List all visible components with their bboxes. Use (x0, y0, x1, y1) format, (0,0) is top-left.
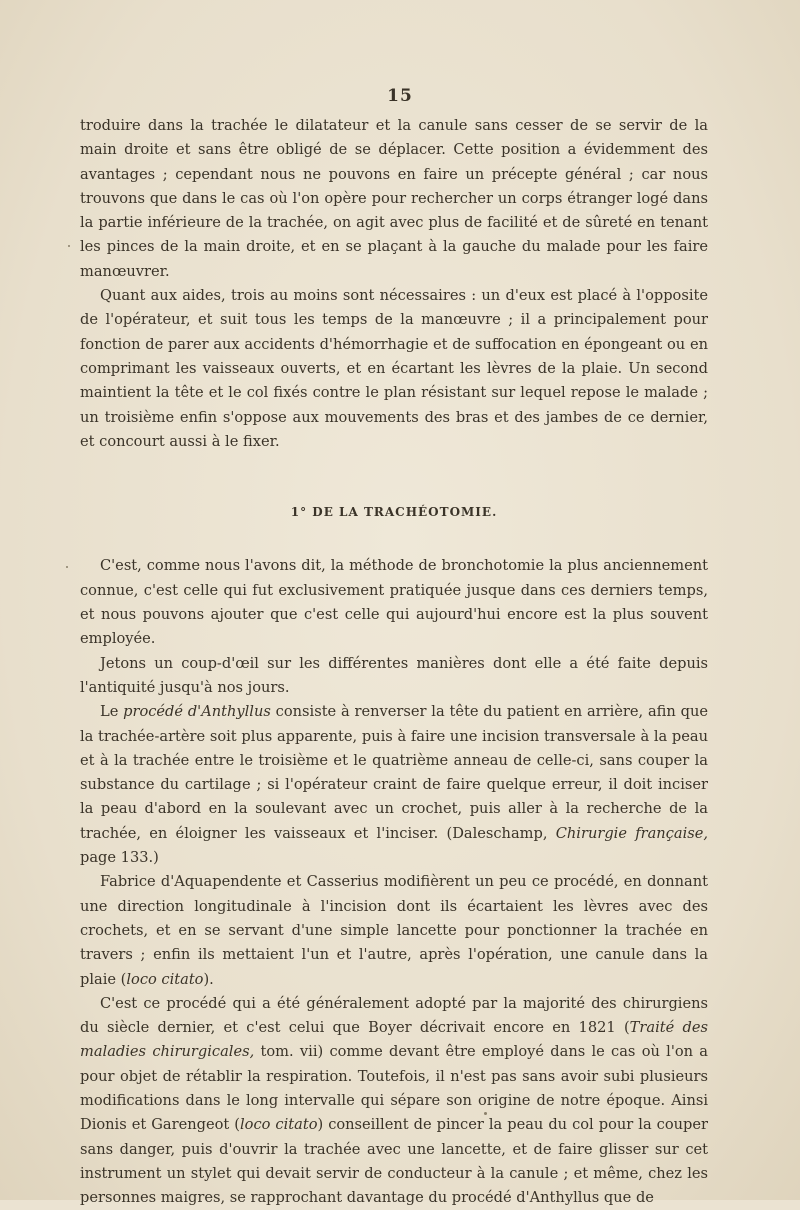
paper-speck (68, 245, 70, 247)
italic-term: procédé d'Anthyllus (123, 703, 271, 721)
page-number: 15 (387, 86, 413, 106)
paragraph: Quant aux aides, trois au moins sont nécessaires : un d'eux est placé à l'opposite de l'opérateur, et suit tous les temps de la manœuvre ; il a principalement pour fonction de parer aux accidents d'hémorrhagie et de suffocation en épongeant ou en comprimant les vaisseaux ouverts, et en écartant les lèvres de la plaie. Un second maintient la tête et le col fixés contre le plan résistant sur lequel repose le malade ; un troisième enfin s'oppose aux mouvements des bras et des jambes de ce dernier, et concourt aussi à le fixer. (80, 287, 708, 450)
paragraph: Fabrice d'Aquapendente et Casserius modifièrent un peu ce procédé, en donnant une direction longitudinale à l'incision dont ils écartaient les lèvres avec des crochets, et en se servant d'une simple lancette pour ponctionner la trachée en travers ; enfin ils mettaient l'un et l'autre, après l'opération, une canule dans la plaie (loco citato). (80, 873, 708, 988)
section-title: DE LA TRACHÉOTOMIE. (312, 505, 498, 520)
paragraph: C'est, comme nous l'avons dit, la méthode de bronchotomie la plus anciennement connue, c'est celle qui fut exclusivement pratiquée jusque dans ces derniers temps, et nous pouvons ajouter que c'est celle qui aujourd'hui encore est la plus souvent employée. (80, 557, 708, 648)
citation-title: Traité des maladies chirurgicales, (80, 1019, 708, 1061)
citation-title: Chirurgie française, (555, 824, 708, 842)
paragraph: C'est ce procédé qui a été généralement adopté par la majorité des chirurgiens du siècle dernier, et c'est celui que Boyer décrivait encore en 1821 (Traité des maladies chirurgicales, tom. vii) comme devant être employé dans le cas où l'on a pour objet de rétablir la respiration. Toutefois, il n'est pas sans avoir subi plusieurs modifications dans le long intervalle qui sépare son origine de notre époque. Ainsi Dionis et Garengeot (loco citato) conseillent de pincer la peau du col pour la couper sans danger, puis d'ouvrir la trachée avec une lancette, et de faire glisser sur cet instrument un stylet qui devait servir de conducteur à la canule ; et même, chez les personnes maigres, se rapprochant davantage du procédé d'Anthyllus que de (80, 994, 708, 1207)
paper-speck (66, 566, 68, 568)
citation: loco citato (126, 970, 204, 988)
paragraph: Jetons un coup-d'œil sur les différentes manières dont elle a été faite depuis l'antiquité jusqu'à nos jours. (80, 654, 708, 696)
page-body (80, 114, 708, 1210)
paper-speck (484, 1112, 487, 1115)
section-number: 1° (290, 505, 308, 520)
paragraph: Le procédé d'Anthyllus consiste à renverser la tête du patient en arrière, afin que la trachée-artère soit plus apparente, puis à faire une incision transversale à la peau et à la trachée entre le troisième et le quatrième anneau de celle-ci, sans couper la substance du cartilage ; si l'opérateur craint de faire quelque erreur, il doit inciser la peau d'abord en la soulevant avec un crochet, puis aller à la recherche de la trachée, en éloigner les vaisseaux et l'inciser. (Daleschamp, Chirurgie française, page 133.) (80, 703, 708, 867)
section-heading (80, 500, 708, 524)
citation: loco citato (239, 1116, 318, 1134)
paragraph: troduire dans la trachée le dilatateur et la canule sans cesser de se servir de la main droite et sans être obligé de se déplacer. Cette position a évidemment des avantages ; cependant nous ne pouvons en faire un précepte général ; car nous trouvons que dans le cas où l'on opère pour rechercher un corps étranger logé dans la partie inférieure de la trachée, on agit avec plus de facilité et de sûreté en tenant les pinces de la main droite, et en se plaçant à la gauche du malade pour les faire manœuvrer. (80, 117, 708, 280)
